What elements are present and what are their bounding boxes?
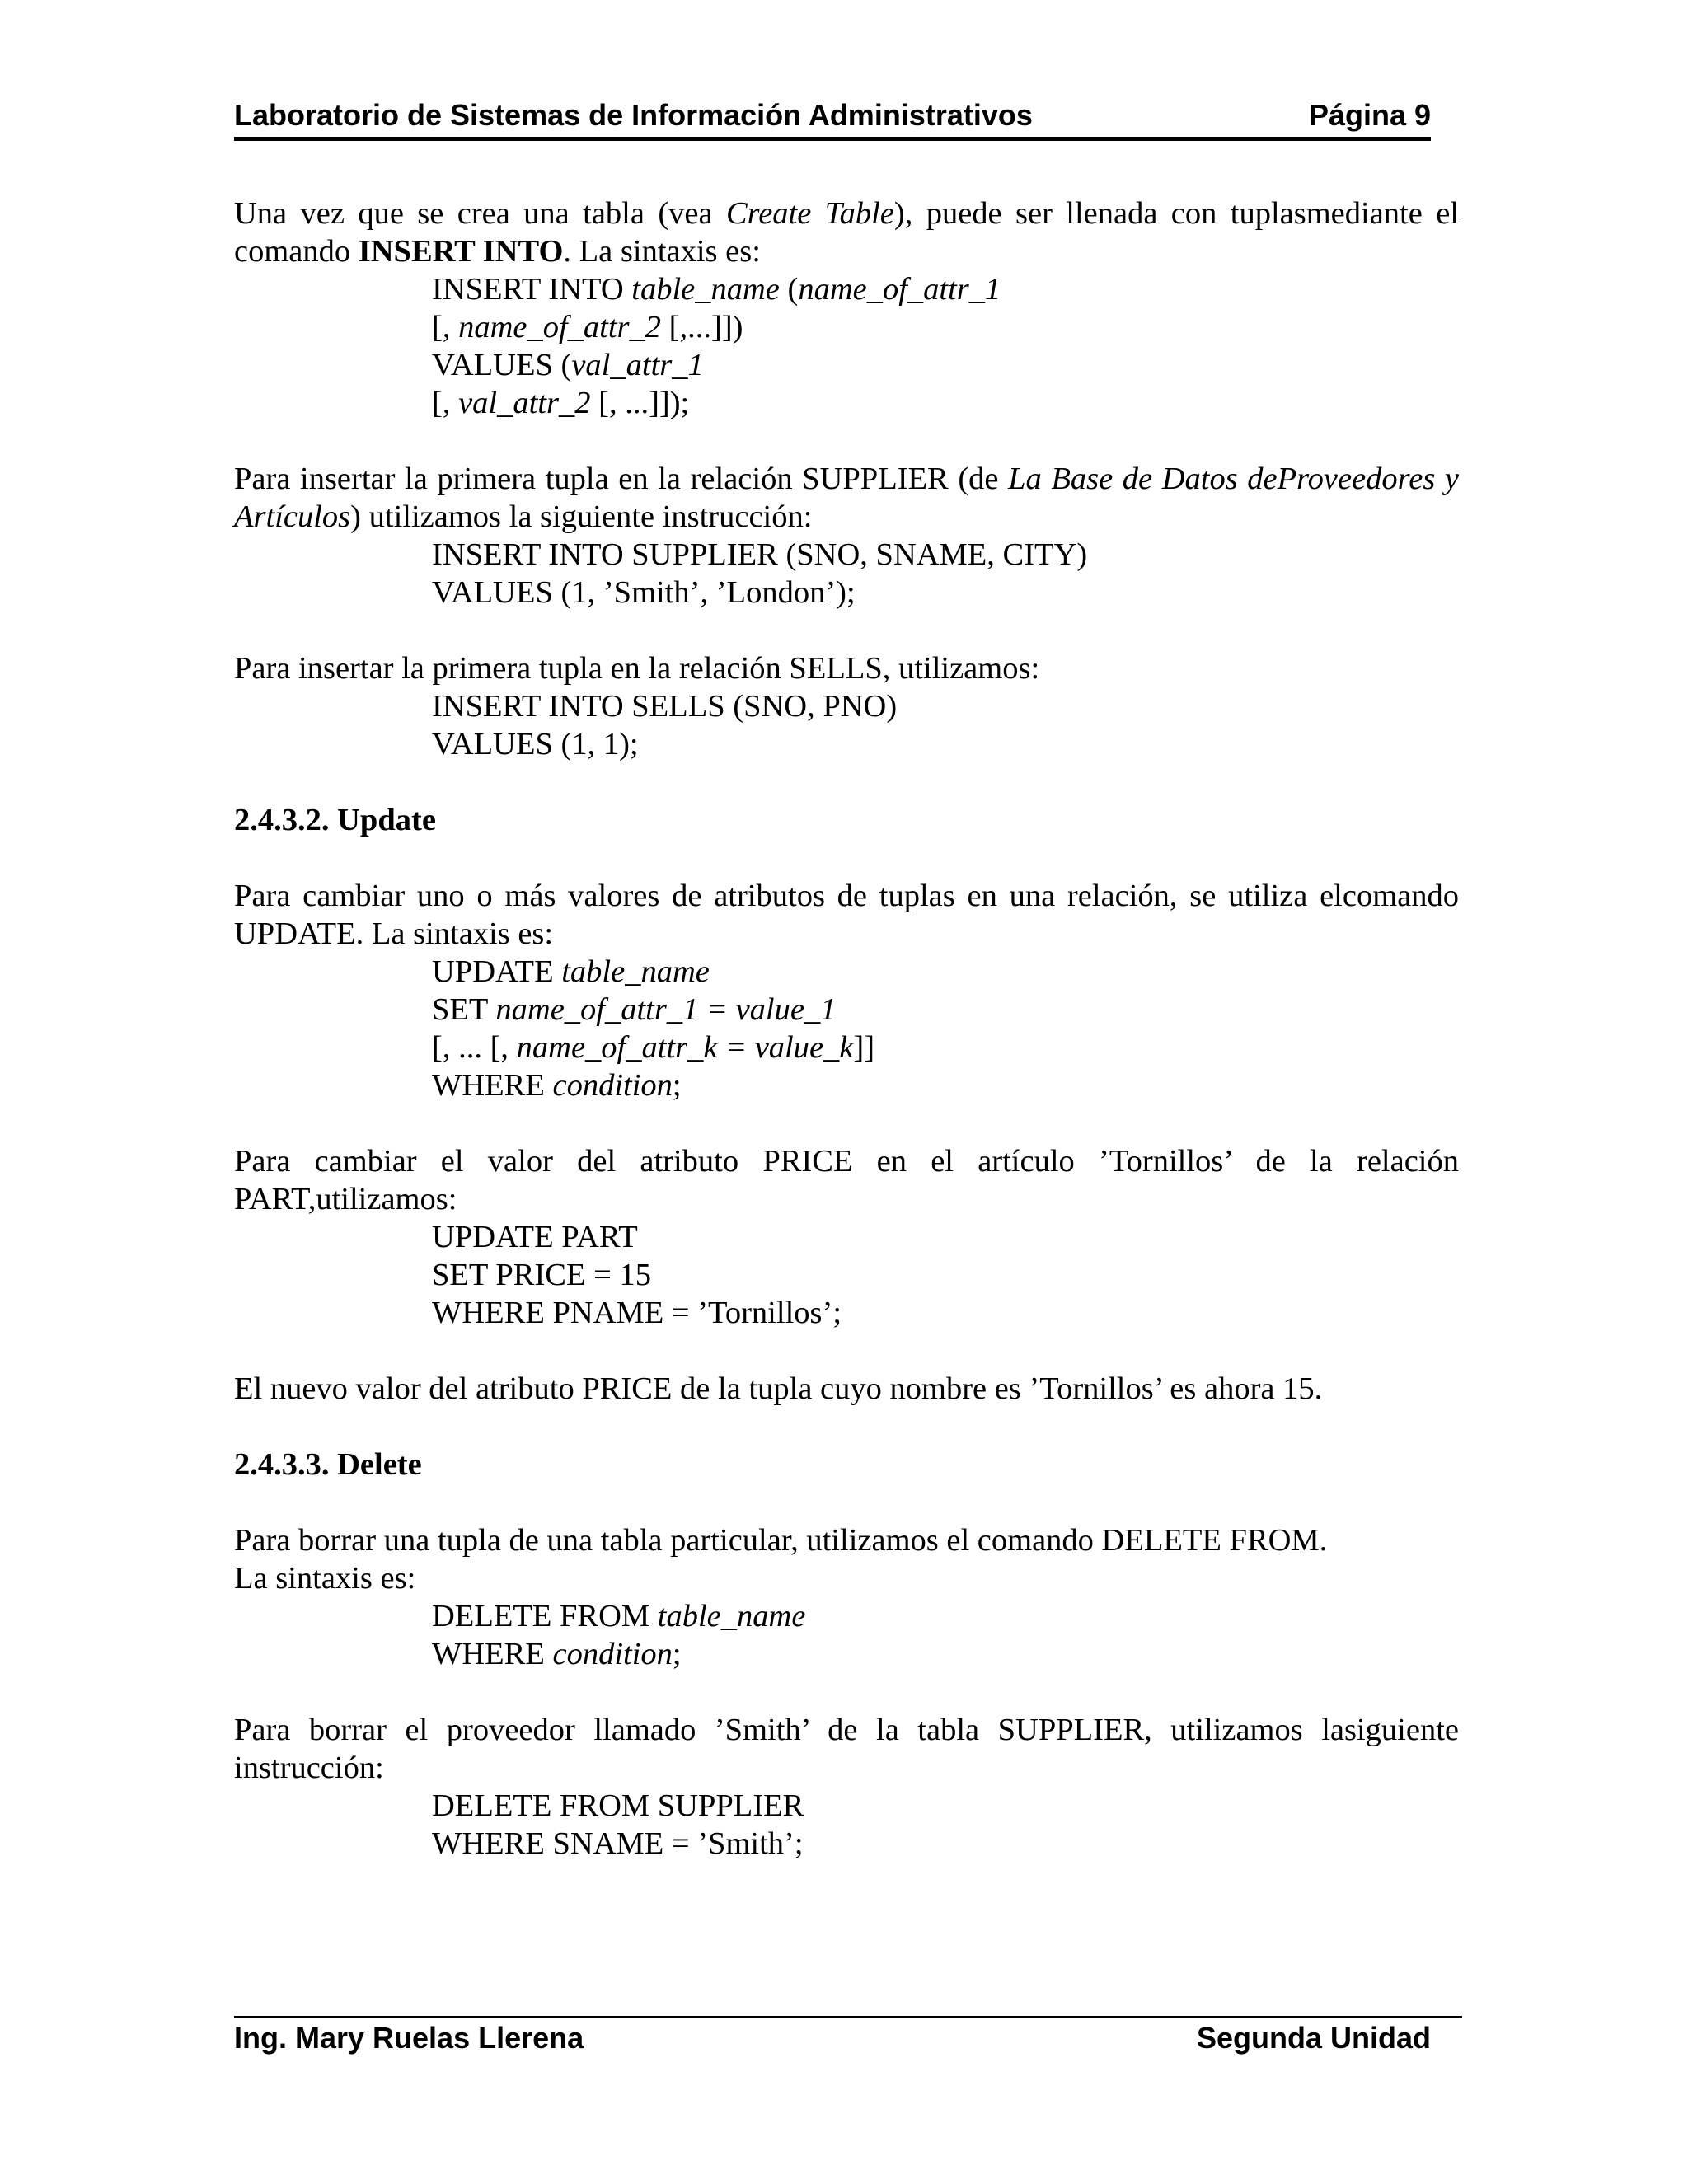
page-header: [234, 95, 1431, 141]
code-line: INSERT INTO SUPPLIER (SNO, SNAME, CITY): [432, 537, 1088, 572]
page-number: Página 9: [1308, 98, 1431, 132]
footer-unit: Segunda Unidad: [1196, 2021, 1431, 2055]
code-line: VALUES (val_attr_1: [432, 348, 704, 382]
code-line: DELETE FROM SUPPLIER: [432, 1788, 804, 1823]
header-title: Laboratorio de Sistemas de Información Administrativos: [234, 98, 1033, 132]
page-footer: [234, 2021, 1431, 2062]
code-line: INSERT INTO table_name (name_of_attr_1: [432, 272, 1001, 307]
update-syntax: [234, 953, 1459, 1104]
code-line: VALUES (1, 1);: [432, 727, 639, 762]
code-line: UPDATE table_name: [432, 954, 710, 989]
insert-supplier-text: Para insertar la primera tupla en la relación SUPPLIER (de La Base de Datos deProveedores y Artículos) utilizamos la siguiente instrucción:: [234, 462, 1459, 534]
insert-supplier-code: [234, 536, 1459, 612]
insert-sells-code: [234, 687, 1459, 763]
footer-rule: [234, 2016, 1462, 2018]
delete-intro-1: Para borrar una tupla de una tabla particular, utilizamos el comando DELETE FROM.: [234, 1523, 1328, 1558]
code-line: SET name_of_attr_1 = value_1: [432, 992, 837, 1027]
code-line: UPDATE PART: [432, 1220, 638, 1254]
code-line: WHERE condition;: [432, 1068, 682, 1103]
page-body: [234, 194, 1459, 1863]
code-line: WHERE SNAME = ’Smith’;: [432, 1826, 804, 1861]
footer-author: Ing. Mary Ruelas Llerena: [234, 2021, 584, 2055]
code-line: WHERE PNAME = ’Tornillos’;: [432, 1296, 842, 1330]
update-result: El nuevo valor del atributo PRICE de la tupla cuyo nombre es ’Tornillos’ es ahora 15.: [234, 1371, 1323, 1406]
code-line: DELETE FROM table_name: [432, 1599, 806, 1633]
section-heading-delete: 2.4.3.3. Delete: [234, 1447, 422, 1482]
code-line: VALUES (1, ’Smith’, ’London’);: [432, 575, 856, 610]
code-line: [, val_attr_2 [, ...]]);: [432, 386, 690, 420]
delete-example-code: [234, 1787, 1459, 1863]
header-rule: [234, 137, 1431, 141]
delete-syntax: [234, 1597, 1459, 1673]
code-line: INSERT INTO SELLS (SNO, PNO): [432, 689, 898, 724]
insert-intro: Una vez que se crea una tabla (vea Create Table), puede ser llenada con tuplasmediante el comando INSERT INTO. La sintaxis es:: [234, 196, 1459, 269]
update-example-text: Para cambiar el valor del atributo PRICE en el artículo ’Tornillos’ de la relación PART,utilizamos:: [234, 1144, 1459, 1216]
code-line: WHERE condition;: [432, 1637, 682, 1671]
insert-sells-text: Para insertar la primera tupla en la relación SELLS, utilizamos:: [234, 651, 1040, 686]
code-line: [, name_of_attr_2 [,...]]): [432, 310, 743, 344]
insert-syntax: [234, 270, 1459, 422]
delete-intro-2: La sintaxis es:: [234, 1561, 416, 1596]
update-intro: Para cambiar uno o más valores de atributos de tuplas en una relación, se utiliza elcomando UPDATE. La sintaxis es:: [234, 879, 1459, 951]
code-line: [, ... [, name_of_attr_k = value_k]]: [432, 1030, 875, 1065]
update-example-code: [234, 1218, 1459, 1332]
section-heading-update: 2.4.3.2. Update: [234, 803, 436, 837]
code-line: SET PRICE = 15: [432, 1258, 651, 1292]
delete-example-text: Para borrar el proveedor llamado ’Smith’ de la tabla SUPPLIER, utilizamos lasiguiente instrucción:: [234, 1713, 1459, 1785]
